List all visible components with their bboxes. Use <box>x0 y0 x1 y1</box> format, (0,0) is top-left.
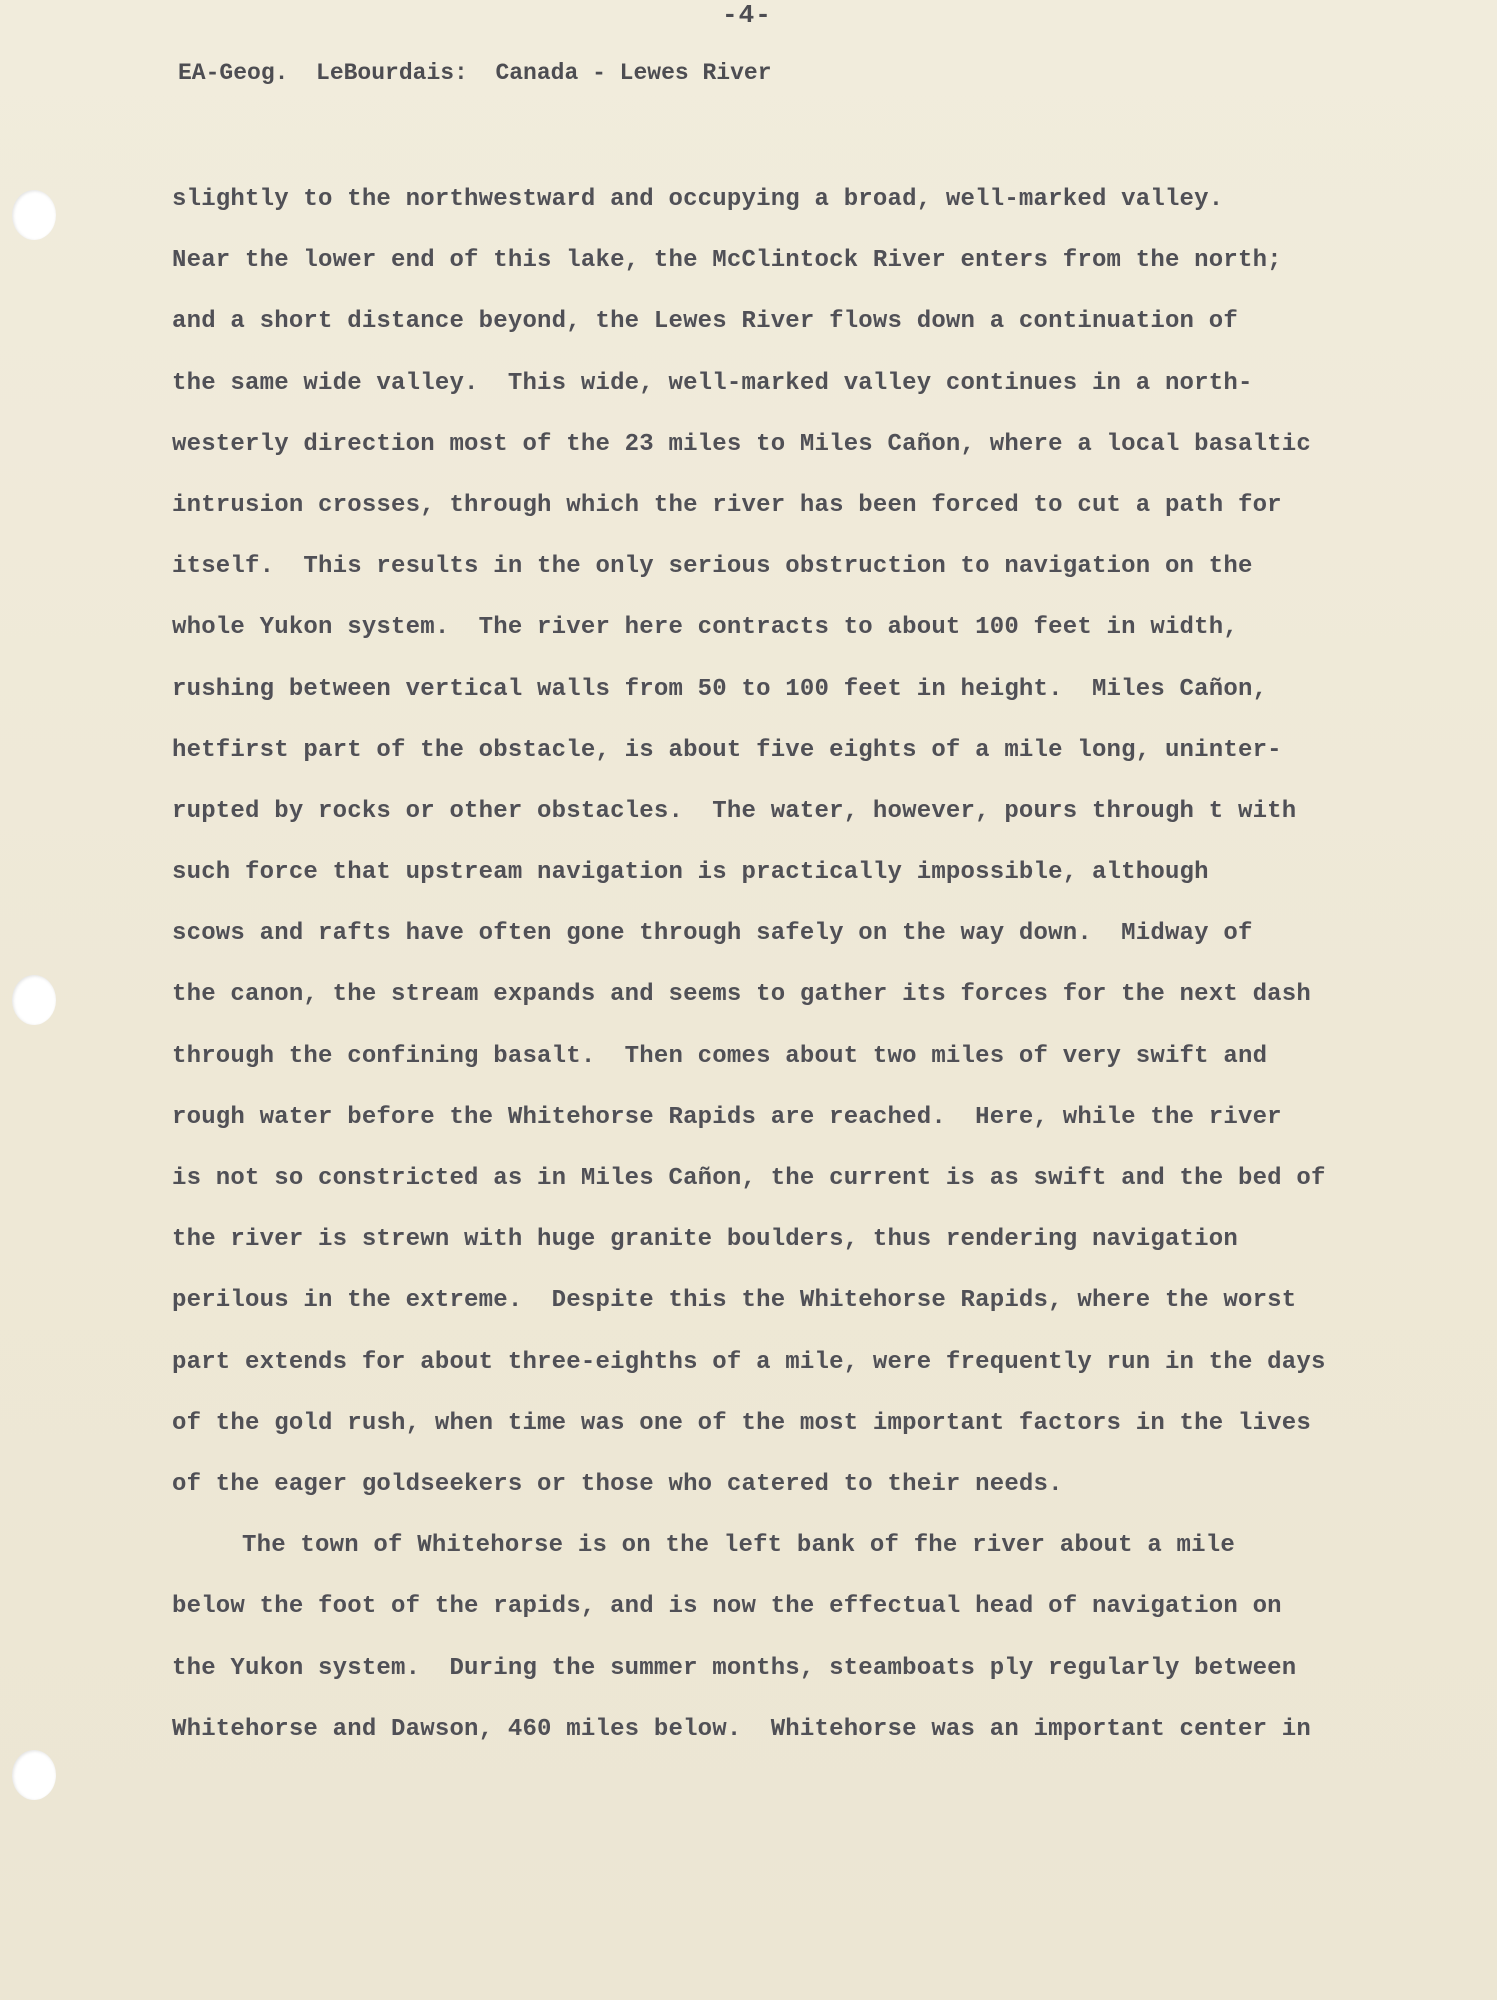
text-line: itself. This results in the only serious obstruction to navigation on the <box>172 553 1253 581</box>
text-line: whole Yukon system. The river here contracts to about 100 feet in width, <box>172 614 1238 642</box>
body-text <box>172 180 1402 1771</box>
punch-hole-bottom <box>12 1750 56 1800</box>
text-line: rough water before the Whitehorse Rapids are reached. Here, while the river <box>172 1103 1282 1131</box>
page-number: -4- <box>722 0 772 30</box>
text-line: and a short distance beyond, the Lewes River flows down a continuation of <box>172 308 1238 336</box>
text-line: rushing between vertical walls from 50 to 100 feet in height. Miles Cañon, <box>172 675 1268 703</box>
text-line: rupted by rocks or other obstacles. The water, however, pours through t with <box>172 797 1297 825</box>
text-line: the same wide valley. This wide, well-marked valley continues in a north- <box>172 369 1253 397</box>
text-line: Near the lower end of this lake, the McClintock River enters from the north; <box>172 247 1282 275</box>
text-line: of the gold rush, when time was one of the most important factors in the lives <box>172 1409 1311 1437</box>
text-line: Whitehorse and Dawson, 460 miles below. Whitehorse was an important center in <box>172 1715 1311 1743</box>
text-line: the Yukon system. During the summer months, steamboats ply regularly between <box>172 1654 1297 1682</box>
text-line: scows and rafts have often gone through safely on the way down. Midway of <box>172 920 1253 948</box>
text-line: slightly to the northwestward and occupying a broad, well-marked valley. <box>172 186 1224 213</box>
text-line: the canon, the stream expands and seems to gather its forces for the next dash <box>172 981 1311 1009</box>
text-line: westerly direction most of the 23 miles to Miles Cañon, where a local basaltic <box>172 430 1311 458</box>
punch-hole-top <box>12 190 56 240</box>
text-line: intrusion crosses, through which the river has been forced to cut a path for <box>172 491 1282 519</box>
text-line: below the foot of the rapids, and is now the effectual head of navigation on <box>172 1593 1282 1621</box>
text-line: such force that upstream navigation is practically impossible, although <box>172 859 1209 887</box>
text-line: hetfirst part of the obstacle, is about five eights of a mile long, uninter- <box>172 736 1282 764</box>
text-line: The town of Whitehorse is on the left bank of fhe river about a mile <box>242 1532 1235 1560</box>
text-line: perilous in the extreme. Despite this the Whitehorse Rapids, where the worst <box>172 1287 1297 1315</box>
text-line: the river is strewn with huge granite boulders, thus rendering navigation <box>172 1226 1238 1254</box>
text-line: is not so constricted as in Miles Cañon, the current is as swift and the bed of <box>172 1165 1326 1192</box>
text-line: part extends for about three-eighths of a mile, were frequently run in the days <box>172 1348 1326 1376</box>
document-header: EA-Geog. LeBourdais: Canada - Lewes River <box>178 60 772 86</box>
punch-hole-middle <box>12 975 56 1025</box>
text-line: through the confining basalt. Then comes about two miles of very swift and <box>172 1042 1268 1070</box>
text-line: of the eager goldseekers or those who catered to their needs. <box>172 1470 1063 1498</box>
